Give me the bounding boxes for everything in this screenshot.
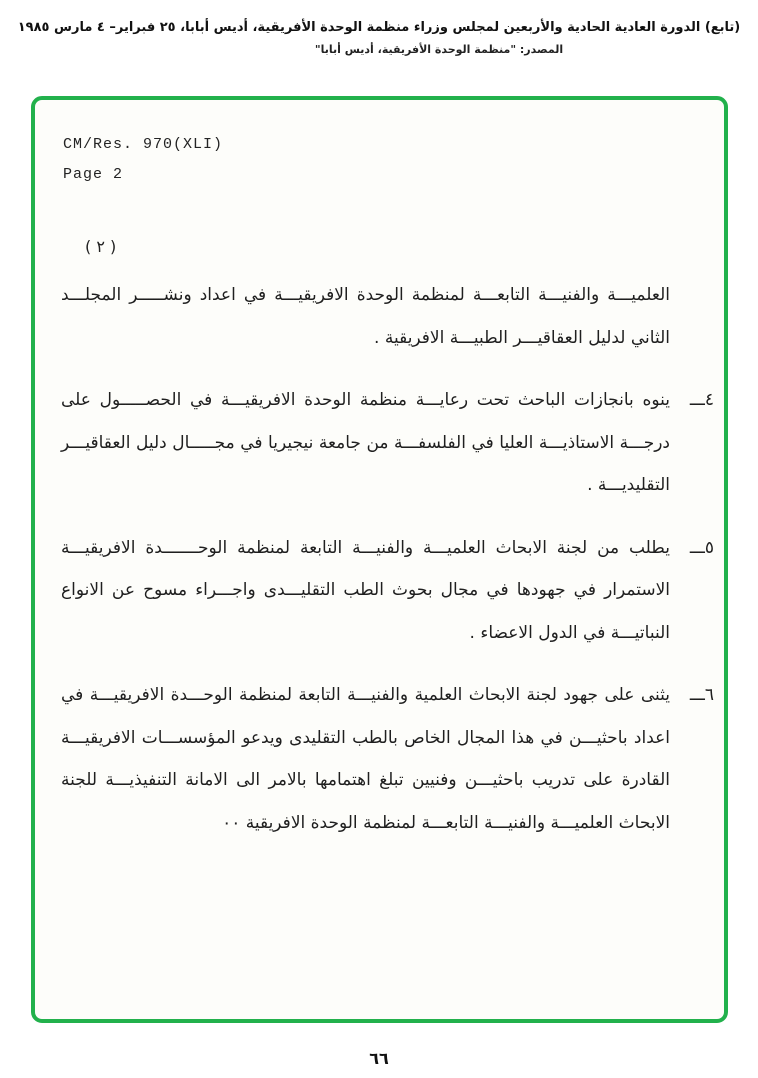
scanned-document-frame: [31, 96, 728, 1023]
item-number-4: ٤ـــ: [689, 390, 714, 410]
paragraph-continuation: العلميـــة والفنيـــة التابعـــة لمنظمة الوحدة الافريقيـــة في اعداد ونشـــــر المجلـــد الثاني لدليل العقاقيـــر الطبيـــة الافريقية .: [61, 285, 670, 348]
resolution-item-6: [61, 674, 714, 844]
archive-header-source-line: المصدر: "منظمة الوحدة الأفريقية، أديس أبابا": [314, 43, 564, 56]
item-number-6: ٦ـــ: [689, 685, 714, 705]
document-page-label: Page 2: [63, 166, 124, 183]
folio-page-number: ٦٦: [369, 1049, 389, 1068]
item-text-6: يثنى على جهود لجنة الابحاث العلمية والفنيـــة التابعة لمنظمة الوحـــدة الافريقيـــة في اعداد باحثيـــن في هذا المجال الخاص بالطب التقليدى ويدعو المؤسســـات الافريقيـــة القادرة على تدريب باحثيـــن وفنيين تبلغ اهتمامها بالامر الى الامانة التنفيذيـــة للجنة الابحاث العلميـــة والفنيـــة التابعـــة لمنظمة الوحدة الافريقية ٠٠: [61, 685, 670, 833]
document-body: [35, 274, 724, 844]
item-number-5: ٥ـــ: [689, 537, 714, 558]
archive-header-session-line: (تابع) الدورة العادية الحادية والأربعين لمجلس وزراء منظمة الوحدة الأفريقية، أديس أبابا، ٢٥ فبراير– ٤ مارس ١٩٨٥: [17, 20, 741, 35]
resolution-item-4: [61, 379, 714, 507]
resolution-item-5: [61, 527, 714, 655]
archive-header: [0, 0, 758, 56]
item-text-5: يطلب من لجنة الابحاث العلميـــة والفنيـــة التابعة لمنظمة الوحـــــــدة الافريقيـــة الاستمرار في جهودها في مجال بحوث الطب التقليـــدى واجـــراء مسوح عن الانواع النباتيـــة في الدول الاعضاء .: [61, 537, 670, 643]
document-reference: CM/Res. 970(XLI): [63, 136, 224, 153]
document-head: [35, 100, 724, 183]
item-text-4: ينوه بانجازات الباحث تحت رعايـــة منظمة الوحدة الافريقيـــة في الحصـــــول على درجـــة الاستاذيـــة العليا في الفلسفـــة من جامعة نيجيريا في مجـــــال دليل العقاقيـــر التقليديـــة .: [61, 390, 670, 495]
section-marker: ( ٢ ): [85, 237, 117, 256]
